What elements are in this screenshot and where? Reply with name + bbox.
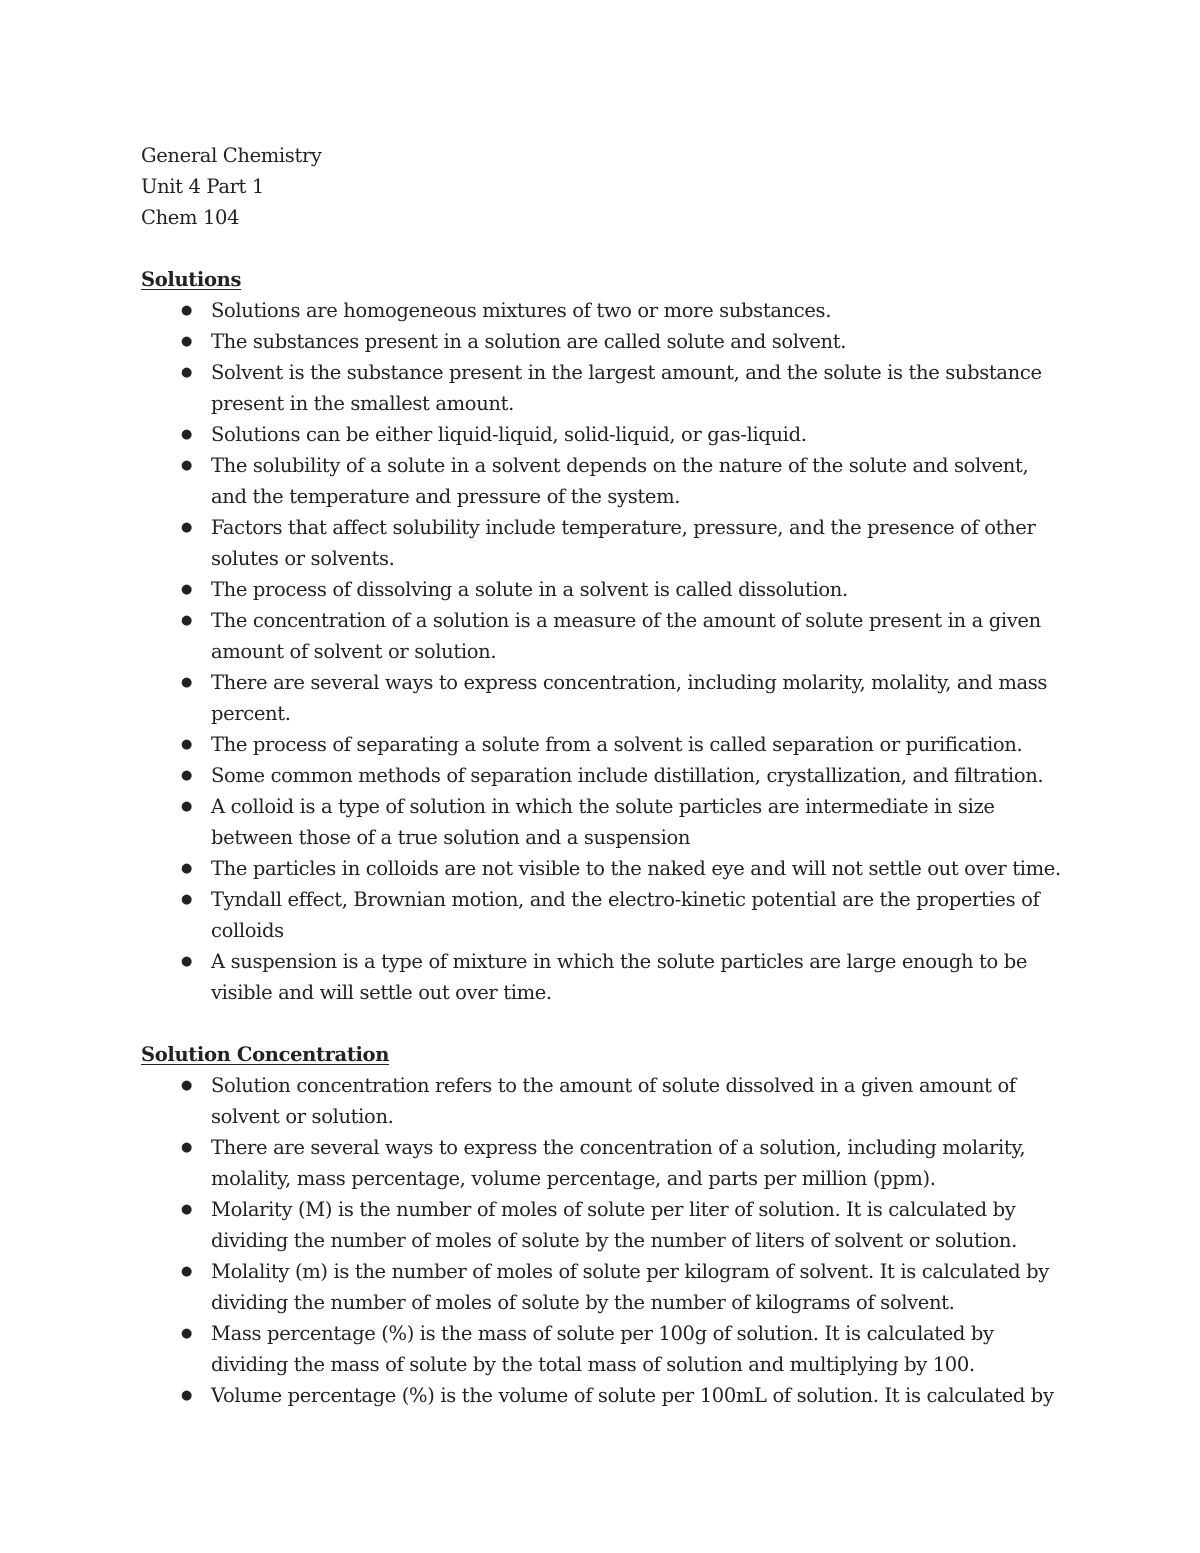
list-item-text: The process of separating a solute from a solvent is called separation or purification. [211, 733, 1023, 756]
list-item-text: The concentration of a solution is a measure of the amount of solute present in a given amount of solvent or solution. [211, 609, 1041, 663]
spacer [141, 233, 1061, 264]
bullet-icon: ● [181, 861, 192, 876]
list-item-text: The solubility of a solute in a solvent depends on the nature of the solute and solvent, and the temperature and pressure of the system. [211, 454, 1029, 508]
bullet-icon: ● [181, 1202, 192, 1217]
bullet-icon: ● [181, 582, 192, 597]
list-item [141, 791, 1061, 853]
bullet-icon: ● [181, 675, 192, 690]
list-item-text: Solutions can be either liquid-liquid, solid-liquid, or gas-liquid. [211, 423, 807, 446]
bullet-icon: ● [181, 334, 192, 349]
list-item [141, 853, 1061, 884]
bullet-list [141, 1070, 1061, 1411]
bullet-icon: ● [181, 520, 192, 535]
bullet-icon: ● [181, 954, 192, 969]
list-item [141, 450, 1061, 512]
list-item [141, 667, 1061, 729]
list-item [141, 1132, 1061, 1194]
list-item [141, 326, 1061, 357]
bullet-icon: ● [181, 1078, 192, 1093]
sections-container [141, 264, 1061, 1411]
list-item-text: The process of dissolving a solute in a solvent is called dissolution. [211, 578, 848, 601]
list-item [141, 419, 1061, 450]
course-title: General Chemistry [141, 144, 322, 167]
section-heading: Solution Concentration [141, 1043, 390, 1066]
list-item-text: Molality (m) is the number of moles of solute per kilogram of solvent. It is calculated by dividing the number of moles of solute by the number of kilograms of solvent. [211, 1260, 1049, 1314]
list-item-text: Mass percentage (%) is the mass of solute per 100g of solution. It is calculated by dividing the mass of solute by the total mass of solution and multiplying by 100. [211, 1322, 994, 1376]
list-item [141, 1256, 1061, 1318]
list-item [141, 1380, 1061, 1411]
list-item [141, 1070, 1061, 1132]
list-item [141, 946, 1061, 1008]
list-item [141, 760, 1061, 791]
list-item [141, 884, 1061, 946]
section-heading: Solutions [141, 268, 242, 291]
bullet-icon: ● [181, 768, 192, 783]
document-page [141, 140, 1061, 1411]
list-item [141, 357, 1061, 419]
list-item-text: Molarity (M) is the number of moles of solute per liter of solution. It is calculated by dividing the number of moles of solute by the number of liters of solvent or solution. [211, 1198, 1017, 1252]
list-item-text: A colloid is a type of solution in which the solute particles are intermediate in size between those of a true solution and a suspension [211, 795, 995, 849]
bullet-icon: ● [181, 427, 192, 442]
list-item-text: There are several ways to express the concentration of a solution, including molarity, molality, mass percentage, volume percentage, and parts per million (ppm). [211, 1136, 1026, 1190]
bullet-icon: ● [181, 1264, 192, 1279]
list-item [141, 605, 1061, 667]
list-item-text: The substances present in a solution are called solute and solvent. [211, 330, 847, 353]
list-item [141, 729, 1061, 760]
list-item-text: The particles in colloids are not visible to the naked eye and will not settle out over time. [211, 857, 1061, 880]
bullet-icon: ● [181, 303, 192, 318]
bullet-icon: ● [181, 613, 192, 628]
list-item [141, 512, 1061, 574]
bullet-icon: ● [181, 1140, 192, 1155]
list-item-text: Solutions are homogeneous mixtures of two or more substances. [211, 299, 832, 322]
list-item-text: A suspension is a type of mixture in which the solute particles are large enough to be visible and will settle out over time. [211, 950, 1028, 1004]
list-item [141, 1194, 1061, 1256]
list-item-text: Solution concentration refers to the amount of solute dissolved in a given amount of solvent or solution. [211, 1074, 1016, 1128]
bullet-list [141, 295, 1061, 1008]
list-item-text: Solvent is the substance present in the largest amount, and the solute is the substance present in the smallest amount. [211, 361, 1042, 415]
list-item-text: Factors that affect solubility include temperature, pressure, and the presence of other solutes or solvents. [211, 516, 1036, 570]
bullet-icon: ● [181, 799, 192, 814]
list-item-text: Volume percentage (%) is the volume of solute per 100mL of solution. It is calculated by [211, 1384, 1054, 1407]
list-item-text: Some common methods of separation include distillation, crystallization, and filtration. [211, 764, 1044, 787]
bullet-icon: ● [181, 458, 192, 473]
course-code: Chem 104 [141, 206, 240, 229]
bullet-icon: ● [181, 365, 192, 380]
list-item [141, 574, 1061, 605]
spacer [141, 1008, 1061, 1039]
list-item-text: Tyndall effect, Brownian motion, and the electro-kinetic potential are the properties of colloids [211, 888, 1040, 942]
bullet-icon: ● [181, 892, 192, 907]
bullet-icon: ● [181, 1326, 192, 1341]
bullet-icon: ● [181, 1388, 192, 1403]
bullet-icon: ● [181, 737, 192, 752]
list-item [141, 1318, 1061, 1380]
list-item [141, 295, 1061, 326]
list-item-text: There are several ways to express concentration, including molarity, molality, and mass percent. [211, 671, 1048, 725]
unit-label: Unit 4 Part 1 [141, 175, 264, 198]
